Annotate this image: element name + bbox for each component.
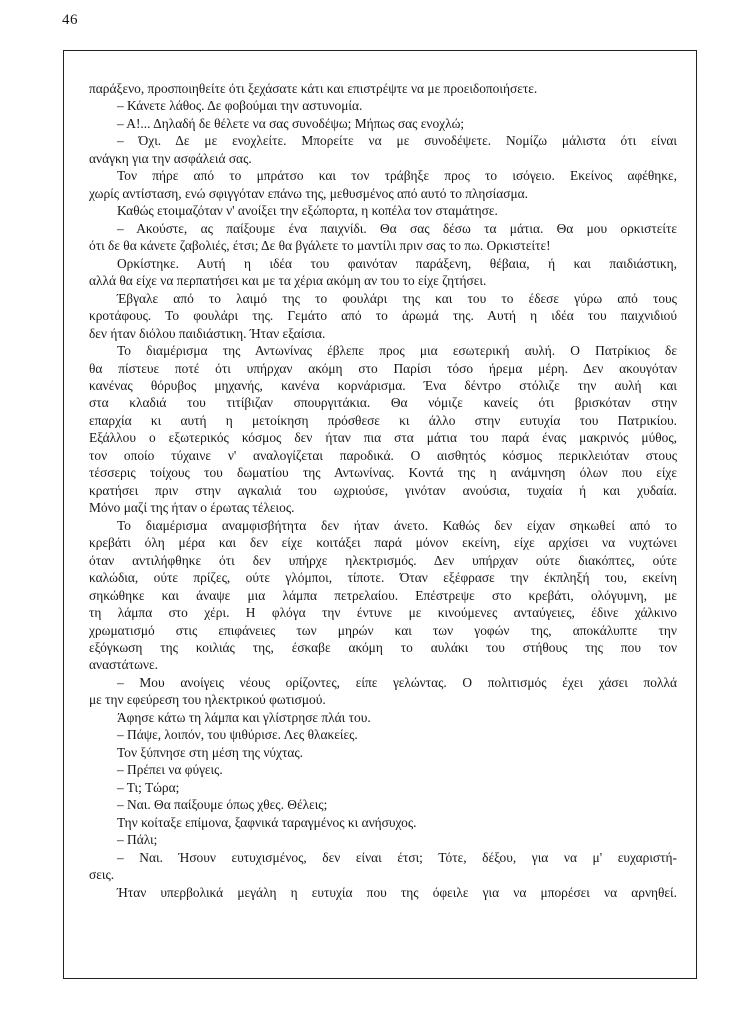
text-line: – Πάλι; [117,832,158,848]
text-line: – Πρέπει να φύγεις. [117,762,223,778]
text-line: δεν ήταν διόλου παιδιάστικη. Ήταν εξαίσια. [89,325,326,341]
text-line: – Ναι. Ήσουν ευτυχισμένος, δεν είναι έτσι; Τότε, δέξου, για να μ' ευχαριστή- [117,849,677,865]
text-line: – Τι; Τώρα; [117,779,180,795]
text-line: Έβγαλε από το λαιμό της το φουλάρι της και του το έδεσε γύρω από τους [117,290,677,306]
text-line: τέσσερις τοίχους του δωματίου της Αντωνίνας. Κοντά της η ανάμνηση όλων που είχε [89,465,677,481]
text-line: Ορκίστηκε. Αυτή η ιδέα του φαινόταν παράξενη, θέβαια, ή και παιδιάστικη, [117,255,677,271]
text-line: θα πίστευε ποτέ ότι υπήρχαν ακόμη στο Παρίσι τόσο ήρεμα μέρη. Δεν ακουγόταν [89,360,677,376]
text-line: αλλά θα είχε να περπατήσει και με τα χέρια ακόμη αν του το είχε ζητήσει. [89,273,487,289]
text-line: με την εφεύρεση του ηλεκτρικού φωτισμού. [89,692,326,708]
text-line: κανένας θόρυβος μηχανής, κανένα κορνάρισμα. Ένα δέντρο στόλιζε την αυλή και [89,377,677,393]
text-line: Την κοίταξε επίμονα, ξαφνικά ταραγμένος κι ανήσυχος. [117,814,417,830]
text-line: τον οποίο τύχαινε ν' αναλογίζεται παροδικά. Ο αισθητός κόσμος περικλειόταν στους [89,447,677,463]
text-line: – Πάψε, λοιπόν, του ψιθύρισε. Λες θλακείες. [117,727,358,743]
text-line: ανάγκη για την ασφάλειά σας. [89,150,252,166]
text-line: Το διαμέρισμα αναμφισβήτητα δεν ήταν άνετο. Καθώς δεν είχαν σηκωθεί από το [117,517,677,533]
text-line: Εξάλλου ο εξωτερικός κόσμος δεν ήταν πια στα μάτια του παρά ένας μακρινός μύθος, [89,430,677,446]
text-line: Άφησε κάτω τη λάμπα και γλίστρησε πλάι του. [117,709,371,725]
text-line: επαρχία κι αυτή η μετοίκηση πρόσθεσε κι άλλο στην ευτυχία του Πατρικίου. [89,412,677,428]
page-number: 46 [62,12,78,28]
text-line: κρατήσει πριν στην αγκαλιά του ωχριούσε, γινόταν ανούσια, τυχαία ή και χυδαία. [89,482,677,498]
text-line: ότι δε θα κάνετε ζαβολιές, έτσι; Δε θα βγάλετε το μαντίλι πριν σας το πω. Ορκιστείτε! [89,238,551,254]
text-line: χρωματισμό στις επιφάνειες των μηρών και των γοφών της, αποκάλυπτε την [89,622,677,638]
text-line: – Κάνετε λάθος. Δε φοβούμαι την αστυνομία. [117,98,363,114]
text-line: Ήταν υπερβολικά μεγάλη η ευτυχία που της όφειλε για να μπορέσει να αρνηθεί. [117,884,677,900]
text-line: στα κλαδιά του τιτίβιζαν σπουργιτάκια. Θα νόμιζε κανείς ότι βρισκόταν στην [89,395,677,411]
text-line: Καθώς ετοιμαζόταν ν' ανοίξει την εξώπορτα, η κοπέλα τον σταμάτησε. [117,203,498,219]
text-line: χωρίς αντίσταση, ενώ σφιγγόταν επάνω της, μεθυσμένος από αυτό το πλησίασμα. [89,185,529,201]
text-line: όταν αντιλήφθηκε ότι δεν υπήρχε ηλεκτρισμός. Δεν υπήρχαν ούτε διακόπτες, ούτε [89,552,677,568]
text-line: παράξενο, προσποιηθείτε ότι ξεχάσατε κάτι και επιστρέψτε να με προειδοποιήσετε. [89,81,538,96]
text-line: – Α!... Δηλαδή δε θέλετε να σας συνοδέψω; Μήπως σας ενοχλώ; [117,115,465,131]
text-line: Τον ξύπνησε στη μέση της νύχτας. [117,744,303,760]
text-line: αναστάτωνε. [89,657,158,673]
text-line: – Ναι. Θα παίξουμε όπως χθες. Θέλεις; [117,797,328,813]
text-line: Το διαμέρισμα της Αντωνίνας έβλεπε προς μια εσωτερική αυλή. Ο Πατρίκιος δε [117,343,677,359]
text-line: – Όχι. Δε με ενοχλείτε. Μπορείτε να με συνοδέψετε. Νομίζω μάλιστα ότι είναι [117,133,677,149]
text-line: καλώδια, ούτε πρίζες, ούτε γλόμποι, τίποτε. Όταν εξέφρασε την έκπληξή του, εκείνη [89,570,677,586]
text-line: τη λάμπα στο χέρι. Η φλόγα την έντυνε με κινούμενες ανταύγειες, έδινε χάλκινο [89,605,677,621]
text-line: σηκώθηκε και άναψε μια λάμπα πετρελαίου. Επέστρεψε στο κρεβάτι, ολόγυμνη, με [89,587,677,603]
text-line: εξόγκωση της κοιλιάς της, έσκαβε ακόμη το αυλάκι του στήθους της που τον [89,640,677,655]
text-body [89,80,677,901]
text-line: Μόνο μαζί της ήταν ο έρωτας τέλειος. [89,500,295,516]
text-line: Τον πήρε από το μπράτσο και τον τράβηξε προς το ισόγειο. Εκείνος αφέθηκε, [117,168,677,184]
text-line: – Μου ανοίγεις νέους ορίζοντες, είπε γελώντας. Ο πολιτισμός έχει χάσει πολλά [117,674,677,690]
text-line: κρεβάτι όλη μέρα και δεν είχε κοιτάξει παρά μόνον εκείνη, είχε αρχίσει να νυχτώνει [89,535,677,551]
text-line: κροτάφους. Το φουλάρι της. Γεμάτο από το άρωμά της. Αυτή η ιδέα του παιχνιδιού [89,308,677,324]
text-line: – Ακούστε, ας παίξουμε ένα παιχνίδι. Θα σας δέσω τα μάτια. Θα μου ορκιστείτε [117,220,677,236]
text-line: σεις. [89,867,115,883]
